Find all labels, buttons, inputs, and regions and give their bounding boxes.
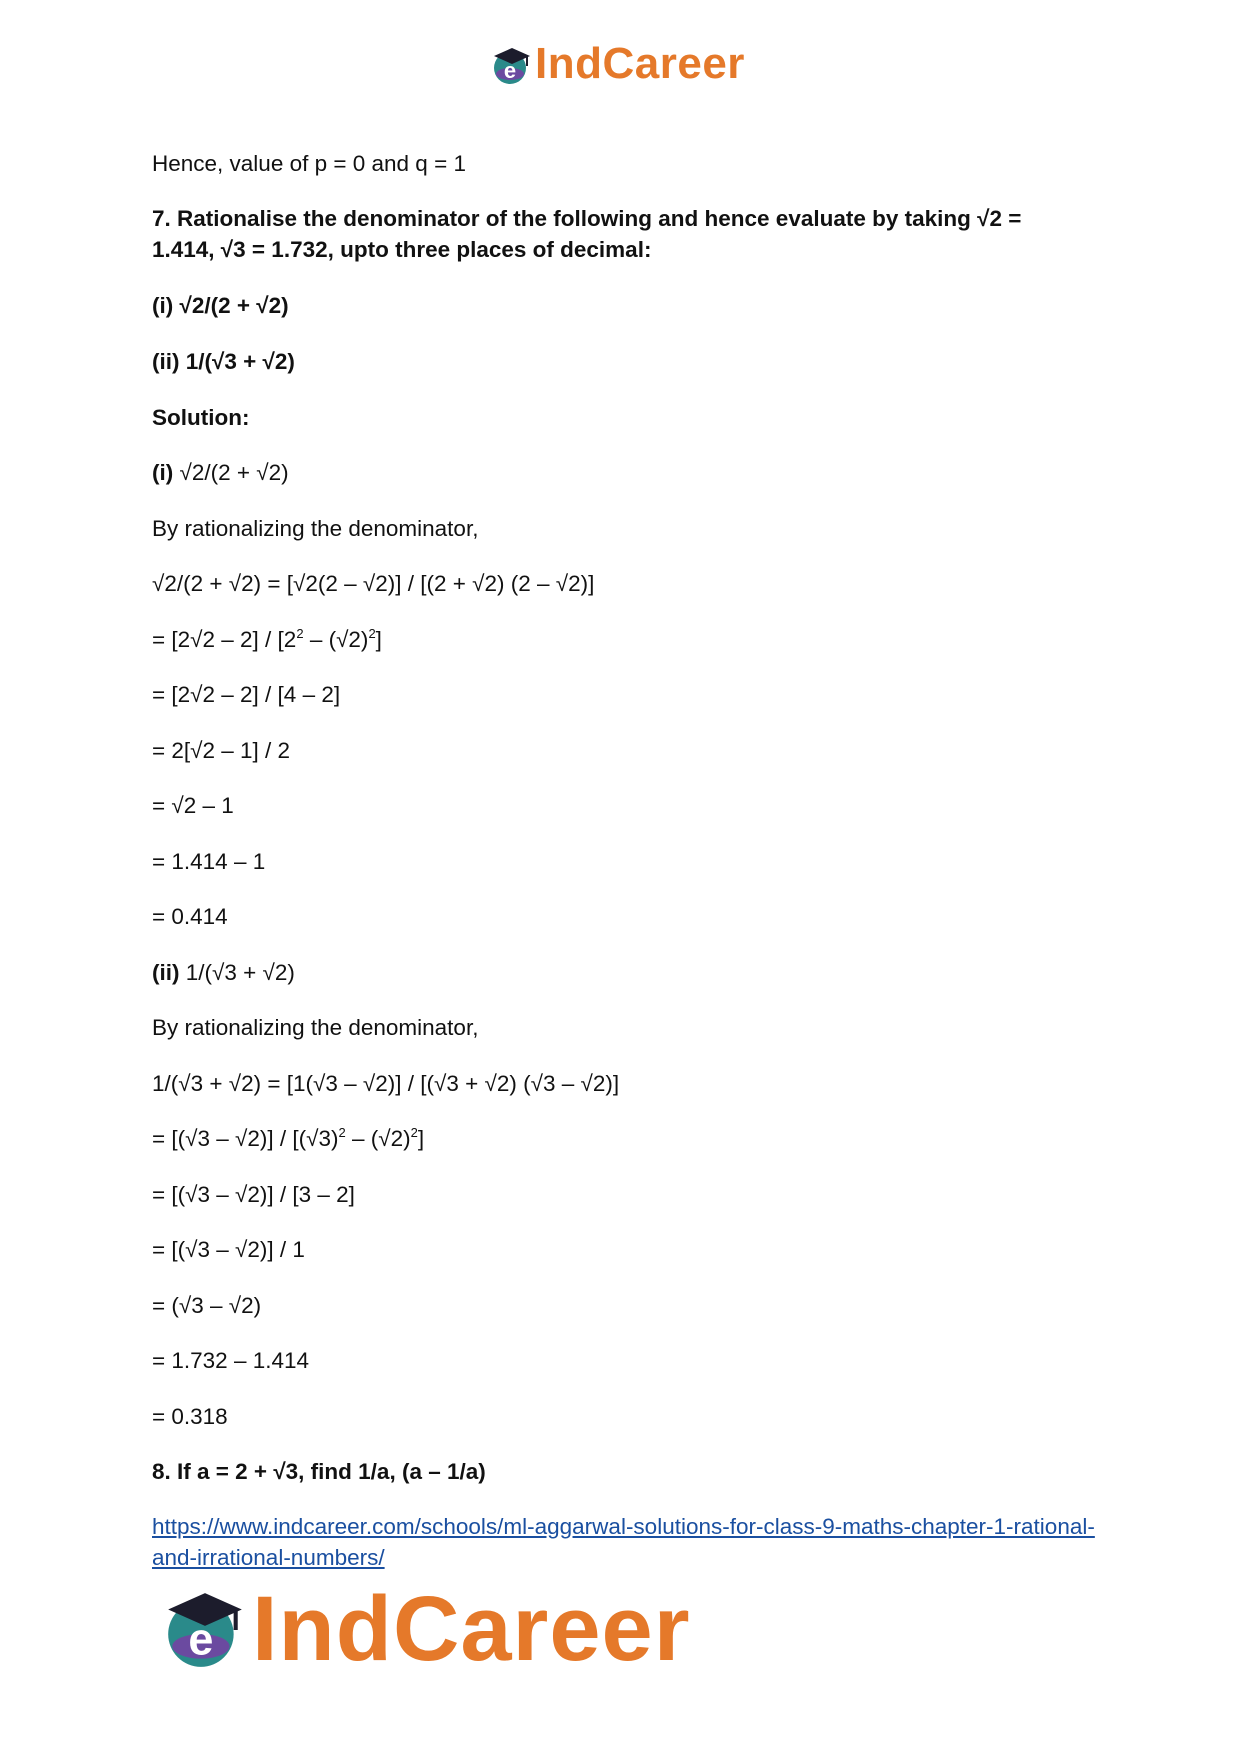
indcareer-logo-top <box>490 39 770 90</box>
equation-line: = 1.732 – 1.414 <box>152 1348 310 1373</box>
eq-part: ] <box>417 1126 425 1151</box>
superscript: 2 <box>368 626 376 641</box>
text-line: By rationalizing the denominator, <box>152 516 479 541</box>
equation-line: 1/(√3 + √2) = [1(√3 – √2)] / [(√3 + √2) (√3 – √2)] <box>152 1071 620 1096</box>
part-label: (ii) <box>152 960 180 985</box>
equation-line: = 0.318 <box>152 1404 228 1429</box>
equation-line: = 1.414 – 1 <box>152 849 266 874</box>
equation-line: = [(√3 – √2)] / [3 – 2] <box>152 1182 355 1207</box>
eq-part: – (√2) <box>303 627 369 652</box>
question-7-heading-line2: 1.414, √3 = 1.732, upto three places of decimal: <box>152 237 652 262</box>
eq-part: ] <box>375 627 382 652</box>
superscript: 2 <box>338 1125 346 1140</box>
text-line: By rationalizing the denominator, <box>152 1015 479 1040</box>
equation-line: = [(√3 – √2)] / 1 <box>152 1237 305 1262</box>
equation-line: = 2[√2 – 1] / 2 <box>152 738 291 763</box>
question-8-heading: 8. If a = 2 + √3, find 1/a, (a – 1/a) <box>152 1459 486 1484</box>
equation-line: = 0.414 <box>152 904 228 929</box>
source-url-link[interactable]: https://www.indcareer.com/schools/ml-aggarwal-solutions-for-class-9-maths-chapter-1-rational-and-irrational-numbers/ <box>152 1514 1095 1570</box>
svg-text:e: e <box>188 1613 214 1665</box>
eq-part: = [2√2 – 2] / [2 <box>152 627 297 652</box>
question-7-part-ii: (ii) 1/(√3 + √2) <box>152 349 295 374</box>
text-line: Hence, value of p = 0 and q = 1 <box>152 151 466 176</box>
part-expression: 1/(√3 + √2) <box>179 960 295 985</box>
eq-part: = [(√3 – √2)] / [(√3) <box>152 1126 339 1151</box>
graduation-globe-icon <box>490 44 534 88</box>
logo-wordmark: IndCareer <box>252 1578 691 1680</box>
question-7-part-i: (i) √2/(2 + √2) <box>152 293 289 318</box>
eq-part: – (√2) <box>345 1126 411 1151</box>
equation-line: = √2 – 1 <box>152 793 234 818</box>
equation-line: = (√3 – √2) <box>152 1293 262 1318</box>
solution-part-ii-heading <box>152 957 295 988</box>
graduation-globe-icon <box>160 1585 250 1675</box>
equation-line: = [2√2 – 2] / [4 – 2] <box>152 682 341 707</box>
equation-line <box>152 624 382 655</box>
logo-wordmark: IndCareer <box>535 39 745 88</box>
part-label: (i) <box>152 460 174 485</box>
svg-text:e: e <box>503 58 517 83</box>
solution-part-i-heading <box>152 457 289 488</box>
equation-line: √2/(2 + √2) = [√2(2 – √2)] / [(2 + √2) (2 – √2)] <box>152 571 595 596</box>
equation-line <box>152 1123 424 1154</box>
part-expression: √2/(2 + √2) <box>173 460 289 485</box>
superscript: 2 <box>410 1125 418 1140</box>
solution-label: Solution: <box>152 405 250 430</box>
indcareer-logo-bottom <box>160 1578 720 1685</box>
superscript: 2 <box>296 626 304 641</box>
question-7-heading-line1: 7. Rationalise the denominator of the following and hence evaluate by taking √2 = <box>152 206 1022 231</box>
